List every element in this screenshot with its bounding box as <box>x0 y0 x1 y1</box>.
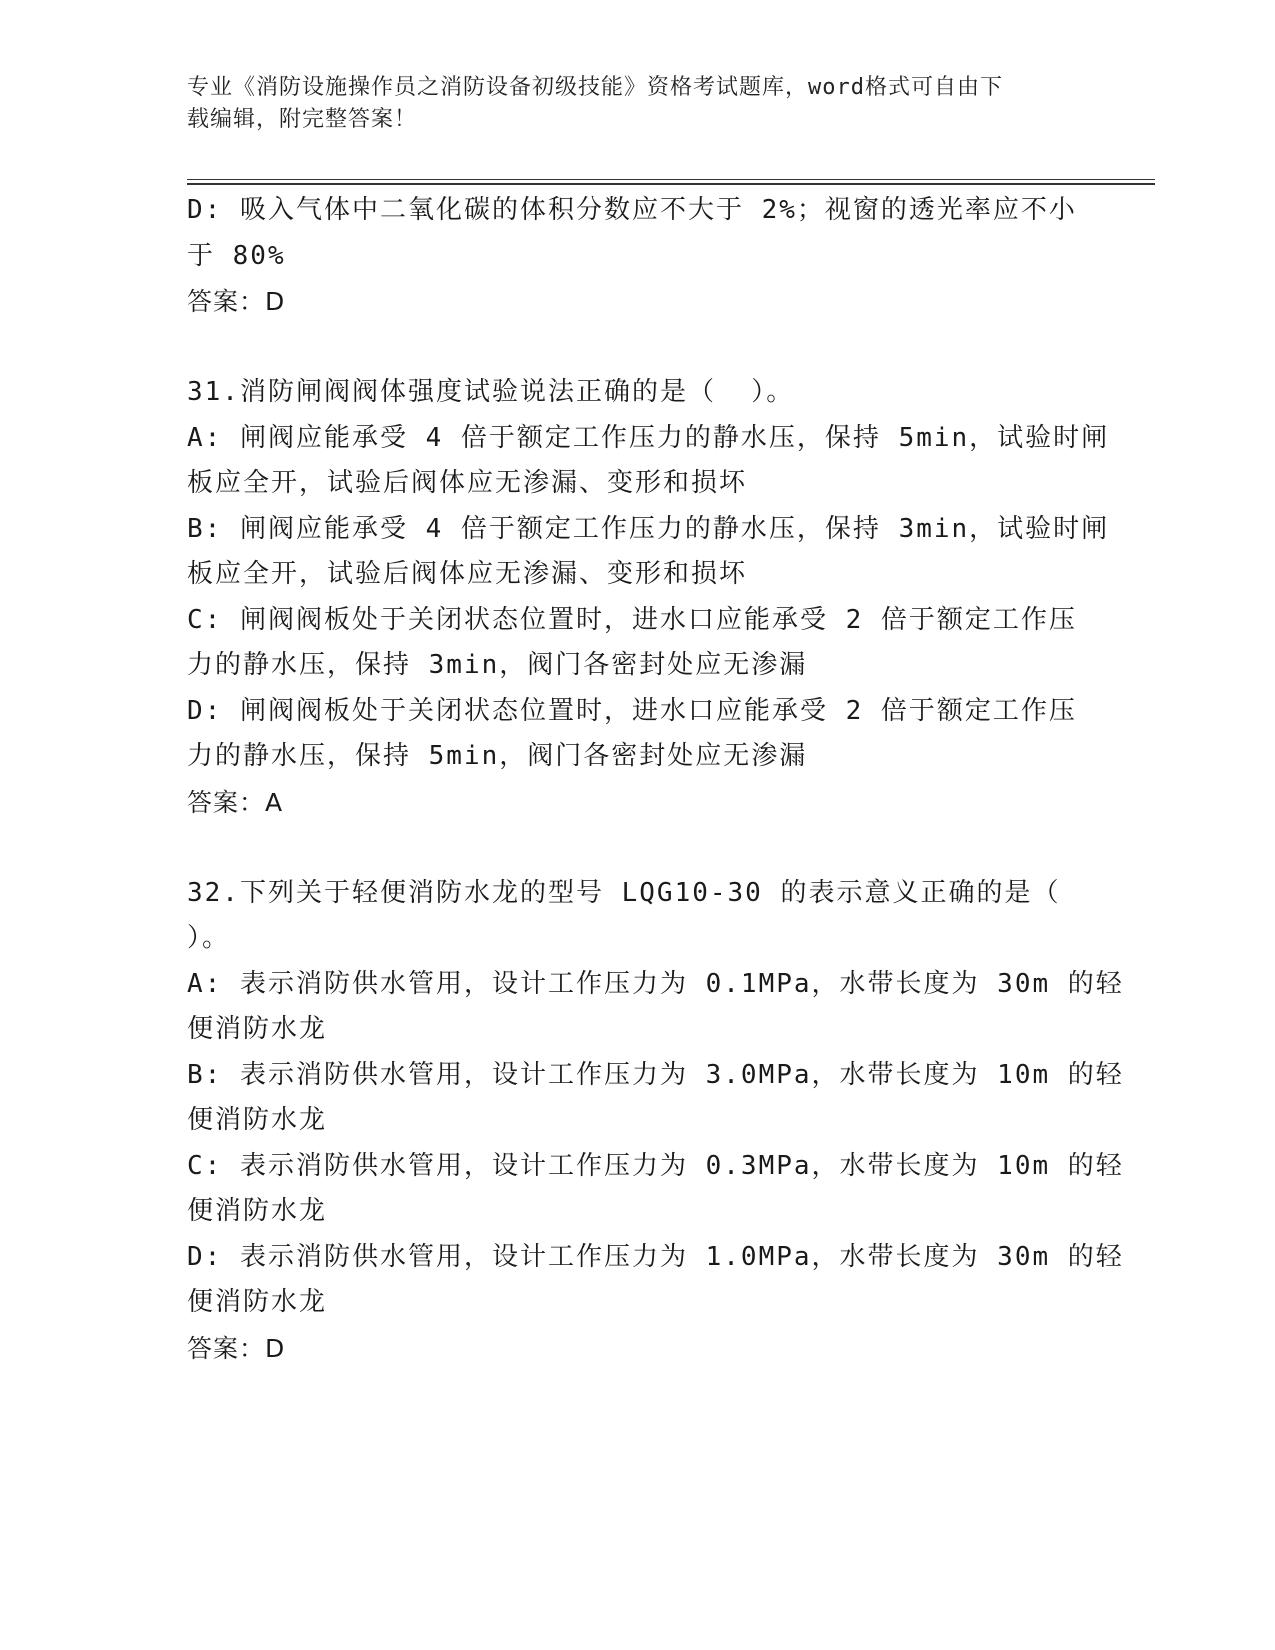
spacer <box>187 325 1087 371</box>
option-line: B: 闸阀应能承受 4 倍于额定工作压力的静水压，保持 3min，试验时闸 <box>187 513 1110 544</box>
answer-label: 答案：A <box>187 787 284 817</box>
option-line: B: 表示消防供水管用，设计工作压力为 3.0MPa，水带长度为 10m 的轻 <box>187 1059 1124 1090</box>
option-line: 力的静水压，保持 5min，阀门各密封处应无渗漏 <box>187 741 808 771</box>
question-block <box>187 871 1124 1372</box>
option-line: 于 80% <box>187 240 286 271</box>
header-line-1: 专业《消防设施操作员之消防设备初级技能》资格考试题库，word格式可自由下 <box>187 75 1003 100</box>
option-line: C: 闸阀阀板处于关闭状态位置时，进水口应能承受 2 倍于额定工作压 <box>187 604 1077 635</box>
option-line: 便消防水龙 <box>187 1105 328 1135</box>
option-line: A: 闸阀应能承受 4 倍于额定工作压力的静水压，保持 5min，试验时闸 <box>187 422 1110 453</box>
header-line-2: 载编辑，附完整答案！ <box>187 107 418 132</box>
spacer <box>187 825 1087 871</box>
option-line: 便消防水龙 <box>187 1287 328 1317</box>
header-divider-top <box>187 179 1155 180</box>
option-line: 力的静水压，保持 3min，阀门各密封处应无渗漏 <box>187 650 808 680</box>
answer-label: 答案：D <box>187 1333 286 1363</box>
question-content <box>187 188 1124 1371</box>
question-stem: ）。 <box>187 923 231 953</box>
option-line: 板应全开，试验后阀体应无渗漏、变形和损坏 <box>187 468 748 498</box>
question-stem: 32.下列关于轻便消防水龙的型号 LQG10-30 的表示意义正确的是（ <box>187 877 1061 908</box>
option-line: D: 吸入气体中二氧化碳的体积分数应不大于 2%；视窗的透光率应不小 <box>187 195 1077 225</box>
document-header <box>187 72 1087 136</box>
option-line: 便消防水龙 <box>187 1196 328 1226</box>
option-line: D: 闸阀阀板处于关闭状态位置时，进水口应能承受 2 倍于额定工作压 <box>187 695 1077 726</box>
answer-label: 答案：D <box>187 287 286 316</box>
option-line: D: 表示消防供水管用，设计工作压力为 1.0MPa，水带长度为 30m 的轻 <box>187 1241 1124 1272</box>
question-block <box>187 370 1110 825</box>
option-line: 板应全开，试验后阀体应无渗漏、变形和损坏 <box>187 559 748 589</box>
question-stem: 31.消防闸阀阀体强度试验说法正确的是（ ）。 <box>187 377 795 407</box>
option-line: A: 表示消防供水管用，设计工作压力为 0.1MPa，水带长度为 30m 的轻 <box>187 968 1124 999</box>
option-line: 便消防水龙 <box>187 1014 328 1044</box>
header-divider-bottom <box>187 183 1155 185</box>
question-block <box>187 188 1087 325</box>
option-line: C: 表示消防供水管用，设计工作压力为 0.3MPa，水带长度为 10m 的轻 <box>187 1150 1124 1181</box>
